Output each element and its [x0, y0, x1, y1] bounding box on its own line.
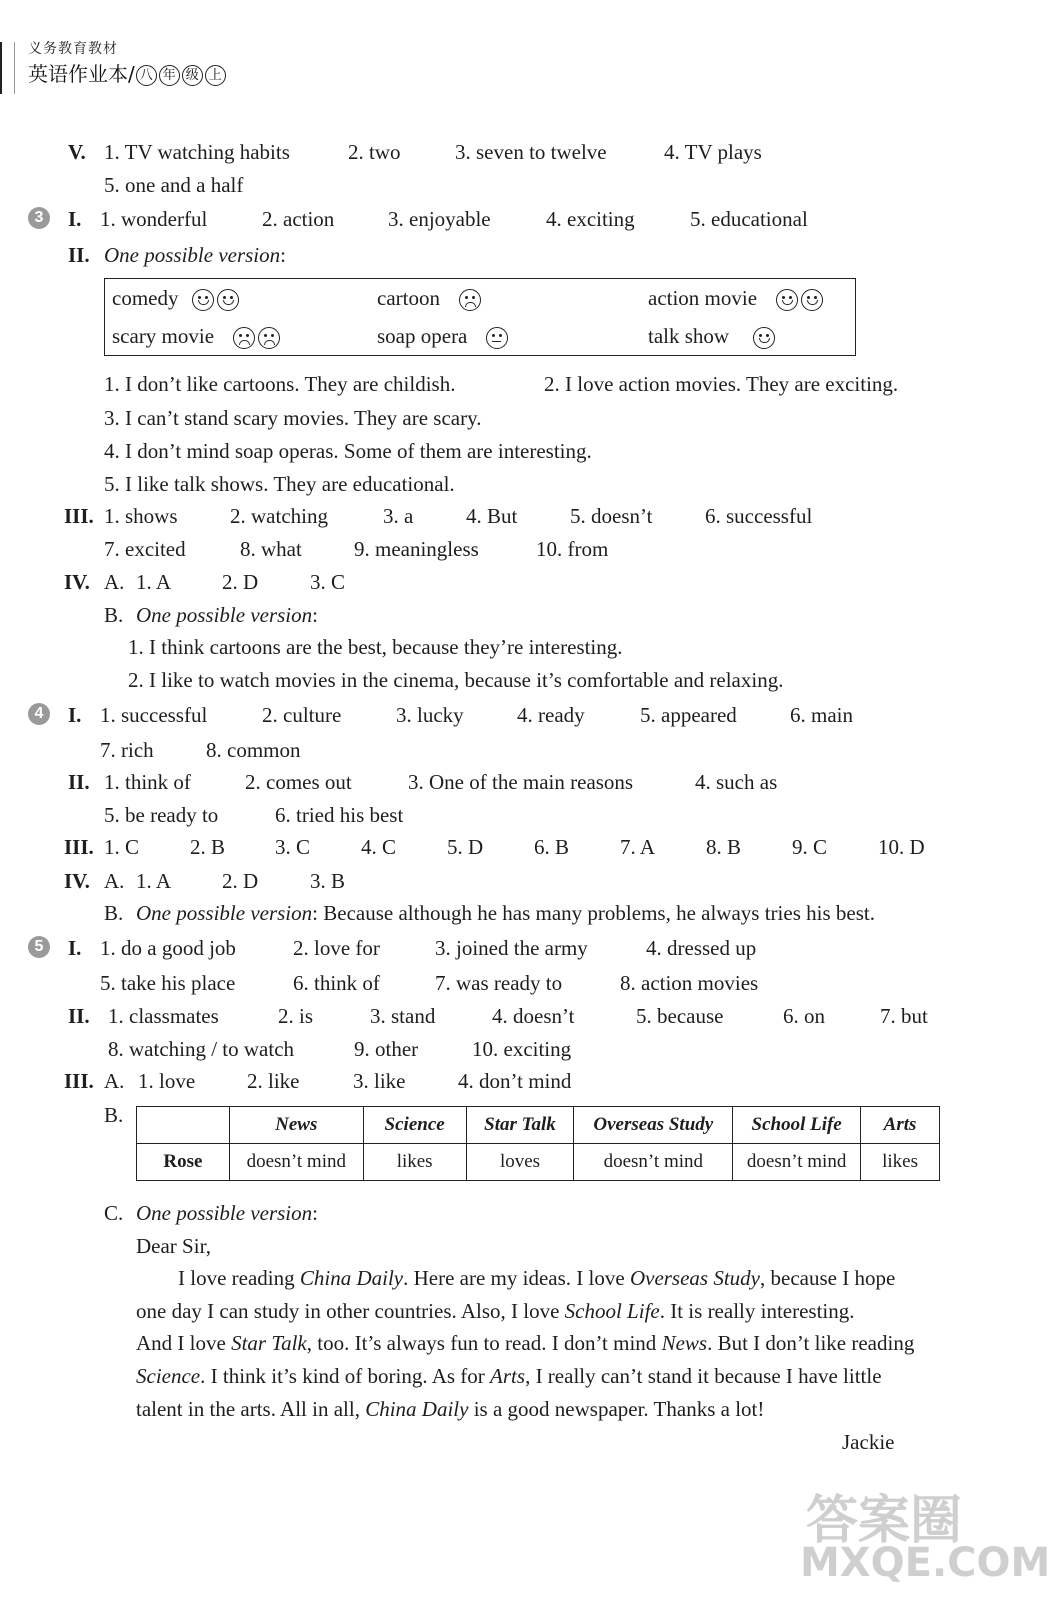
answer-item: 1. wonderful: [100, 207, 208, 231]
pref-item: [377, 288, 481, 311]
neutral-face-icon: [486, 327, 508, 349]
table-cell-name: Rose: [137, 1144, 230, 1181]
answer-item: 3. C: [310, 570, 346, 594]
letter-text: is a good newspaper. Thanks a lot!: [468, 1397, 765, 1421]
version-label: One possible version:: [136, 603, 318, 627]
letter-text: . Here are my ideas. I love: [403, 1266, 630, 1290]
answer-item: 6. tried his best: [275, 803, 404, 827]
table-cell: likes: [861, 1144, 940, 1181]
table-header-row: [137, 1107, 940, 1144]
section-label: III.: [64, 504, 94, 528]
answer-item: 6. main: [790, 703, 853, 727]
pref-item: [648, 288, 823, 311]
sub-label: B.: [104, 901, 124, 925]
letter-title: School Life: [564, 1299, 660, 1323]
letter-title: Star Talk: [231, 1331, 307, 1355]
answer-item: 8. common: [206, 738, 301, 762]
answer-item: 6. B: [534, 835, 570, 859]
grade-char-3: 级: [182, 65, 203, 86]
answer-item: 3. joined the army: [435, 936, 588, 960]
happy-face-icon: [192, 289, 214, 311]
pref-item: [112, 288, 239, 311]
answer-item: 4. TV plays: [664, 140, 762, 164]
answer-item: 2. D: [222, 570, 259, 594]
version-answer: One possible version: Because although he has many problems, he always tries his best.: [136, 901, 875, 925]
pref-name: comedy: [112, 286, 179, 310]
letter-text: one day I can study in other countries. Also, I love: [136, 1299, 565, 1323]
section-label: I.: [68, 936, 82, 960]
answer-text: Because although he has many problems, he always tries his best.: [323, 901, 875, 925]
answer-item: 2. love for: [293, 936, 380, 960]
answer-item: 2. culture: [262, 703, 342, 727]
answer-item: 6. on: [783, 1004, 825, 1028]
answer-item: 5. because: [636, 1004, 724, 1028]
pref-name: talk show: [648, 324, 730, 348]
answer-item: 4. don’t mind: [458, 1069, 572, 1093]
letter-text: I love reading: [178, 1266, 300, 1290]
answer-item: 2. action: [262, 207, 335, 231]
section-label: II.: [68, 243, 90, 267]
answer-item: 3. stand: [370, 1004, 436, 1028]
table-cell: likes: [363, 1144, 466, 1181]
answer-item: 1. A: [136, 869, 172, 893]
letter-text: . It is really interesting.: [659, 1299, 855, 1323]
answer-item: 3. B: [310, 869, 346, 893]
unit-badge: 5: [28, 936, 50, 958]
answer-item: 1. love: [138, 1069, 196, 1093]
answer-item: 6. think of: [293, 971, 380, 995]
section-label: III.: [64, 835, 94, 859]
letter-text: , because I hope: [760, 1266, 896, 1290]
answer-item: 7. excited: [104, 537, 186, 561]
answer-item: 3. One of the main reasons: [408, 770, 634, 794]
answer-item: 1. classmates: [108, 1004, 219, 1028]
table-cell: loves: [466, 1144, 574, 1181]
header-title-prefix: 英语作业本/: [28, 62, 135, 86]
answer-item: 3. lucky: [396, 703, 464, 727]
table-header-cell: [137, 1107, 230, 1144]
sentence: 2. I like to watch movies in the cinema, because it’s comfortable and relaxing.: [128, 668, 784, 692]
letter-greeting: Dear Sir,: [136, 1234, 211, 1258]
letter-text: . I think it’s kind of boring. As for: [200, 1364, 491, 1388]
answer-item: 5. educational: [690, 207, 808, 231]
section-label: II.: [68, 770, 90, 794]
letter-signature: Jackie: [842, 1430, 895, 1454]
answer-item: 2. watching: [230, 504, 328, 528]
answer-item: 4. dressed up: [646, 936, 757, 960]
letter-title: China Daily: [365, 1397, 469, 1421]
answer-item: 5. doesn’t: [570, 504, 653, 528]
answer-item: 1. TV watching habits: [104, 140, 290, 164]
answer-item: 5. take his place: [100, 971, 236, 995]
answer-item: 1. successful: [100, 703, 208, 727]
sub-label: A.: [104, 869, 125, 893]
pref-item: [112, 326, 280, 349]
answer-item: 3. like: [353, 1069, 406, 1093]
answer-item: 8. what: [240, 537, 302, 561]
table-row: [137, 1144, 940, 1181]
letter-title: Arts: [490, 1364, 526, 1388]
answer-item: 2. comes out: [245, 770, 352, 794]
letter-line: [178, 1268, 895, 1289]
answer-item: 5. appeared: [640, 703, 737, 727]
answer-item: 8. action movies: [620, 971, 759, 995]
happy-face-icon: [217, 289, 239, 311]
answer-item: 4. ready: [517, 703, 585, 727]
pref-item: [377, 326, 508, 349]
grade-char-1: 八: [136, 65, 157, 86]
pref-name: soap opera: [377, 324, 468, 348]
answer-item: 4. doesn’t: [492, 1004, 575, 1028]
letter-line: [136, 1366, 882, 1387]
table-header-cell: Arts: [861, 1107, 940, 1144]
table-header-cell: Overseas Study: [574, 1107, 733, 1144]
section-label: IV.: [64, 869, 90, 893]
section-label: II.: [68, 1004, 90, 1028]
answer-item: 2. B: [190, 835, 226, 859]
answer-item: 3. enjoyable: [388, 207, 491, 231]
answer-item: 3. a: [383, 504, 414, 528]
table-header-cell: Science: [363, 1107, 466, 1144]
version-text: One possible version: [136, 603, 313, 627]
letter-text: talent in the arts. All in all,: [136, 1397, 366, 1421]
sub-label: B.: [104, 1103, 124, 1127]
grade-char-4: 上: [205, 65, 226, 86]
answer-item: 4. C: [361, 835, 397, 859]
version-label: One possible version:: [136, 1201, 318, 1225]
happy-face-icon: [801, 289, 823, 311]
answer-item: 1. shows: [104, 504, 178, 528]
section-v-label: V.: [68, 140, 86, 164]
section-label: IV.: [64, 570, 90, 594]
answer-item: 5. one and a half: [104, 173, 244, 197]
answer-item: 3. C: [275, 835, 311, 859]
sentence: 1. I think cartoons are the best, because they’re interesting.: [128, 635, 623, 659]
grade-char-2: 年: [159, 65, 180, 86]
answer-item: 9. C: [792, 835, 828, 859]
answer-item: 5. be ready to: [104, 803, 219, 827]
table-header-cell: Star Talk: [466, 1107, 574, 1144]
section-label: I.: [68, 207, 82, 231]
answer-item: 6. successful: [705, 504, 813, 528]
answer-item: 2. D: [222, 869, 259, 893]
letter-text: , I really can’t stand it because I have little: [525, 1364, 882, 1388]
answer-item: 7. but: [880, 1004, 928, 1028]
section-label: I.: [68, 703, 82, 727]
answer-item: 4. such as: [695, 770, 778, 794]
watermark-en: MXQE.COM: [800, 1540, 1050, 1586]
answer-item: 1. A: [136, 570, 172, 594]
table-header-cell: School Life: [733, 1107, 861, 1144]
version-text: One possible version: [136, 1201, 313, 1225]
sentence: 5. I like talk shows. They are educational.: [104, 472, 455, 496]
pref-item: [648, 326, 775, 349]
answer-item: 7. rich: [100, 738, 154, 762]
table-header-cell: News: [229, 1107, 363, 1144]
sad-face-icon: [258, 327, 280, 349]
letter-title: Overseas Study: [629, 1266, 761, 1290]
letter-text: , too. It’s always fun to read. I don’t mind: [306, 1331, 662, 1355]
sad-face-icon: [233, 327, 255, 349]
answer-item: 2. like: [247, 1069, 300, 1093]
sad-face-icon: [459, 289, 481, 311]
pref-name: action movie: [648, 286, 758, 310]
answer-item: 8. B: [706, 835, 742, 859]
pref-name: scary movie: [112, 324, 215, 348]
sentence: 4. I don’t mind soap operas. Some of them are interesting.: [104, 439, 592, 463]
letter-line: [136, 1399, 764, 1420]
header-title: [28, 64, 227, 86]
happy-face-icon: [753, 327, 775, 349]
answer-item: 9. meaningless: [354, 537, 479, 561]
sub-label: A.: [104, 570, 125, 594]
version-text: One possible version: [136, 901, 313, 925]
answer-item: 10. exciting: [472, 1037, 572, 1061]
version-text: One possible version: [104, 243, 281, 267]
letter-title: Science: [136, 1364, 201, 1388]
answer-item: 8. watching / to watch: [108, 1037, 295, 1061]
letter-text: And I love: [136, 1331, 232, 1355]
section-label: III.: [64, 1069, 94, 1093]
table-cell: doesn’t mind: [229, 1144, 363, 1181]
sub-label: B.: [104, 603, 124, 627]
answer-item: 2. two: [348, 140, 401, 164]
answer-item: 4. But: [466, 504, 518, 528]
answer-item: 7. was ready to: [435, 971, 563, 995]
answer-item: 4. exciting: [546, 207, 635, 231]
book-logo-bar: [0, 42, 15, 94]
unit-badge: 4: [28, 703, 50, 725]
sub-label: C.: [104, 1201, 124, 1225]
table-cell: doesn’t mind: [574, 1144, 733, 1181]
answer-item: 2. is: [278, 1004, 314, 1028]
answer-item: 5. D: [447, 835, 484, 859]
pref-name: cartoon: [377, 286, 440, 310]
watermark-cn: 答案圈: [806, 1491, 963, 1551]
answer-item: 10. from: [536, 537, 609, 561]
answer-item: 9. other: [354, 1037, 419, 1061]
sentence: 1. I don’t like cartoons. They are childish.: [104, 372, 456, 396]
unit-badge: 3: [28, 207, 50, 229]
answer-item: 1. C: [104, 835, 140, 859]
sentence: 3. I can’t stand scary movies. They are scary.: [104, 406, 482, 430]
letter-title: China Daily: [299, 1266, 404, 1290]
preference-table: [136, 1106, 940, 1181]
letter-line: [136, 1301, 855, 1322]
sentence: 2. I love action movies. They are exciting.: [544, 372, 899, 396]
letter-text: . But I don’t like reading: [707, 1331, 915, 1355]
sub-label: A.: [104, 1069, 125, 1093]
letter-line: [136, 1333, 914, 1354]
version-label: One possible version:: [104, 243, 286, 267]
answer-item: 1. do a good job: [100, 936, 236, 960]
answer-item: 7. A: [620, 835, 656, 859]
happy-face-icon: [776, 289, 798, 311]
answer-item: 1. think of: [104, 770, 191, 794]
table-cell: doesn’t mind: [733, 1144, 861, 1181]
answer-item: 10. D: [878, 835, 925, 859]
answer-item: 3. seven to twelve: [455, 140, 607, 164]
letter-title: News: [661, 1331, 708, 1355]
header-subtitle: 义务教育教材: [28, 41, 118, 57]
